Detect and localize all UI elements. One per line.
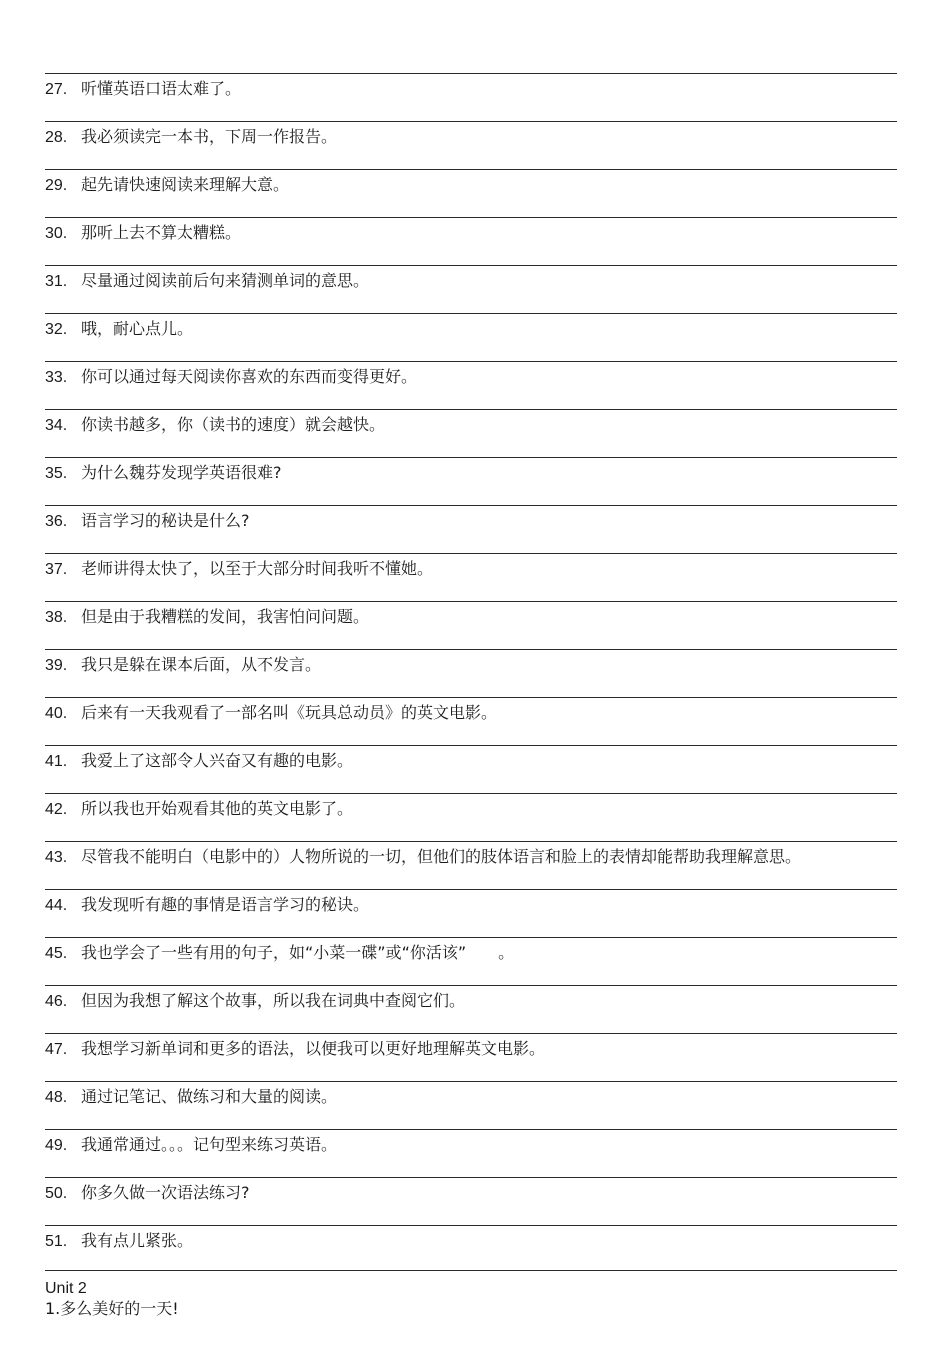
item-number: 40. — [45, 705, 68, 722]
divider-line — [45, 1177, 897, 1178]
item-number: 27. — [45, 81, 68, 98]
divider-line — [45, 841, 897, 842]
item-text: 尽管我不能明白（电影中的）人物所说的一切，但他们的肢体语言和脸上的表情却能帮助我理解意思。 — [81, 847, 802, 866]
divider-line — [45, 1081, 897, 1082]
item-text: 但因为我想了解这个故事，所以我在词典中查阅它们。 — [81, 991, 466, 1010]
list-item — [45, 461, 282, 485]
item-text: 你可以通过每天阅读你喜欢的东西而变得更好。 — [81, 367, 418, 386]
item-number: 50. — [45, 1185, 68, 1202]
item-number: 44. — [45, 897, 68, 914]
list-item — [45, 173, 289, 197]
item-text: 老师讲得太快了，以至于大部分时间我听不懂她。 — [81, 559, 434, 578]
list-item — [45, 77, 241, 101]
item-number: 36. — [45, 513, 68, 530]
item-number: 33. — [45, 369, 68, 386]
list-item — [45, 509, 250, 533]
item-text: 你读书越多，你（读书的速度）就会越快。 — [81, 415, 386, 434]
divider-line — [45, 73, 897, 74]
divider-line — [45, 505, 897, 506]
divider-line — [45, 985, 897, 986]
item-text: 但是由于我糟糕的发间，我害怕问问题。 — [81, 607, 370, 626]
item-text: 为什么魏芬发现学英语很难? — [81, 463, 282, 482]
item-text: 我只是躲在课本后面，从不发言。 — [81, 655, 322, 674]
item-text: 你多久做一次语法练习? — [81, 1183, 250, 1202]
list-item — [45, 605, 369, 629]
divider-line — [45, 409, 897, 410]
list-item — [45, 1229, 193, 1253]
divider-line — [45, 1129, 897, 1130]
list-item — [45, 1037, 545, 1061]
divider-line — [45, 745, 897, 746]
item-text: 那听上去不算太糟糕。 — [81, 223, 242, 242]
item-number: 31. — [45, 273, 68, 290]
divider-line — [45, 937, 897, 938]
item-text: 所以我也开始观看其他的英文电影了。 — [81, 799, 354, 818]
item-number: 47. — [45, 1041, 68, 1058]
item-number: 38. — [45, 609, 68, 626]
divider-line — [45, 313, 897, 314]
item-text: 我必须读完一本书，下周一作报告。 — [81, 127, 338, 146]
item-number: 42. — [45, 801, 68, 818]
list-item — [45, 749, 353, 773]
item-number: 28. — [45, 129, 68, 146]
item-text: 后来有一天我观看了一部名叫《玩具总动员》的英文电影。 — [81, 703, 498, 722]
divider-line — [45, 121, 897, 122]
divider-line — [45, 1225, 897, 1226]
divider-line — [45, 217, 897, 218]
divider-line — [45, 169, 897, 170]
item-number: 46. — [45, 993, 68, 1010]
list-item — [45, 701, 497, 725]
divider-line — [45, 457, 897, 458]
divider-line — [45, 361, 897, 362]
divider-line — [45, 793, 897, 794]
divider-line — [45, 889, 897, 890]
item-text: 语言学习的秘诀是什么? — [81, 511, 250, 530]
divider-line — [45, 601, 897, 602]
item-number: 49. — [45, 1137, 68, 1154]
list-item — [45, 557, 433, 581]
item-text: 哦，耐心点儿。 — [81, 319, 194, 338]
item-number: 29. — [45, 177, 68, 194]
item-number: 41. — [45, 753, 68, 770]
list-item — [45, 125, 337, 149]
item-number: 34. — [45, 417, 68, 434]
list-item — [45, 221, 241, 245]
list-item — [45, 413, 385, 437]
item-number: 48. — [45, 1089, 68, 1106]
divider-line — [45, 649, 897, 650]
item-number: 39. — [45, 657, 68, 674]
item-number: 30. — [45, 225, 68, 242]
item-number: 51. — [45, 1233, 68, 1250]
item-text: 听懂英语口语太难了。 — [81, 79, 242, 98]
item-number: 35. — [45, 465, 68, 482]
list-item — [45, 845, 801, 869]
divider-line — [45, 697, 897, 698]
list-item — [45, 317, 193, 341]
list-item — [45, 989, 465, 1013]
list-item — [45, 797, 353, 821]
item-number: 45. — [45, 945, 68, 962]
list-item — [45, 365, 417, 389]
list-item — [45, 653, 321, 677]
list-item — [45, 269, 369, 293]
item-text: 尽量通过阅读前后句来猜测单词的意思。 — [81, 271, 370, 290]
divider-line — [45, 553, 897, 554]
item-text: 我爱上了这部令人兴奋又有趣的电影。 — [81, 751, 354, 770]
item-text: 起先请快速阅读来理解大意。 — [81, 175, 290, 194]
item-text: 我有点儿紧张。 — [81, 1231, 194, 1250]
unit-title: Unit 2 — [45, 1280, 87, 1297]
item-text: 我想学习新单词和更多的语法，以便我可以更好地理解英文电影。 — [81, 1039, 546, 1058]
item-number: 43. — [45, 849, 68, 866]
list-item — [45, 941, 514, 965]
item-text: 我也学会了一些有用的句子，如“小菜一碟”或“你活该” 。 — [81, 943, 515, 962]
divider-line — [45, 1270, 897, 1271]
item-number: 32. — [45, 321, 68, 338]
divider-line — [45, 1033, 897, 1034]
item-text: 我发现听有趣的事情是语言学习的秘诀。 — [81, 895, 370, 914]
item-number: 37. — [45, 561, 68, 578]
item-text: 我通常通过。。。记句型来练习英语。 — [81, 1135, 338, 1154]
list-item — [45, 1181, 250, 1205]
list-item — [45, 1085, 337, 1109]
item-text: 通过记笔记、做练习和大量的阅读。 — [81, 1087, 338, 1106]
unit-first-item: 1.多么美好的一天! — [45, 1299, 179, 1318]
divider-line — [45, 265, 897, 266]
list-item — [45, 1133, 337, 1157]
list-item — [45, 893, 369, 917]
